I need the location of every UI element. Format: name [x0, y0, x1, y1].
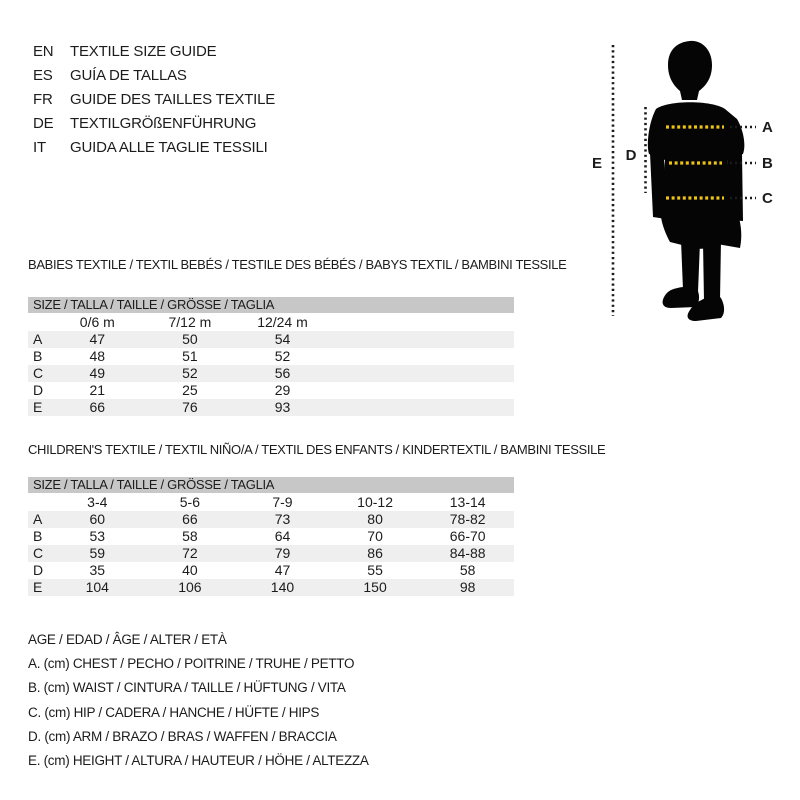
column-header: 7/12 m [168, 314, 212, 330]
column-header: 3-4 [87, 494, 108, 510]
guide-title-de: TEXTILGRÖßENFÜHRUNG [70, 115, 257, 132]
row-label: C [33, 365, 44, 381]
table-cell: 70 [367, 528, 383, 544]
table-cell: 52 [274, 348, 291, 364]
label-d: D [625, 147, 637, 164]
table-row-c [28, 365, 514, 382]
row-label: B [33, 348, 43, 364]
legend-waist: B. (cm) WAIST / CINTURA / TAILLE / HÜFTUNG / VITA [28, 680, 346, 696]
table-cell: 106 [178, 579, 202, 595]
column-header: 0/6 m [79, 314, 115, 330]
table-cell: 35 [89, 562, 106, 578]
row-label: D [33, 562, 44, 578]
table-row-e [28, 399, 514, 416]
language-code: FR [33, 91, 53, 108]
legend-height: E. (cm) HEIGHT / ALTURA / HAUTEUR / HÖHE / ALTEZZA [28, 752, 369, 768]
table-cell: 51 [182, 348, 198, 364]
language-row-es [33, 64, 275, 88]
babies-size-table [28, 297, 514, 416]
table-cell: 25 [182, 382, 198, 398]
language-row-fr [33, 88, 275, 112]
child-silhouette-icon [648, 41, 745, 321]
guide-title-it: GUIDA ALLE TAGLIE TESSILI [70, 139, 268, 156]
row-label: E [33, 579, 43, 595]
language-code: ES [33, 67, 53, 84]
label-a: A [762, 119, 773, 136]
table-cell: 48 [89, 348, 106, 364]
table-row-b [28, 528, 514, 545]
column-header: 13-14 [449, 494, 486, 510]
measurement-legend [28, 628, 369, 773]
table-cell: 52 [182, 365, 198, 381]
table-cell: 76 [182, 399, 198, 415]
legend-chest: A. (cm) CHEST / PECHO / POITRINE / TRUHE / PETTO [28, 656, 355, 672]
table-cell: 86 [367, 545, 383, 561]
table-cell: 64 [274, 528, 291, 544]
row-label: D [33, 382, 44, 398]
table-cell: 66 [182, 511, 198, 527]
table-cell: 98 [459, 579, 476, 595]
table-row-d [28, 562, 514, 579]
language-title-list [33, 40, 275, 160]
label-b: B [762, 155, 773, 172]
row-label: B [33, 528, 43, 544]
table-cell: 80 [367, 511, 383, 527]
babies-section-heading: BABIES TEXTILE / TEXTIL BEBÉS / TESTILE DES BÉBÉS / BABYS TEXTIL / BAMBINI TESSILE [28, 257, 567, 272]
table-cell: 58 [459, 562, 476, 578]
babies-column-header-row [28, 314, 514, 331]
table-cell: 40 [182, 562, 198, 578]
table-row-e [28, 579, 514, 596]
measurement-figure [580, 28, 795, 328]
table-row-a [28, 331, 514, 348]
table-cell: 29 [274, 382, 291, 398]
table-cell: 49 [89, 365, 106, 381]
table-cell: 58 [182, 528, 198, 544]
table-cell: 21 [89, 382, 106, 398]
table-cell: 72 [182, 545, 198, 561]
language-row-de [33, 112, 275, 136]
children-column-header-row [28, 494, 514, 511]
size-header-bar: SIZE / TALLA / TAILLE / GRÖSSE / TAGLIA [28, 297, 514, 313]
language-code: IT [33, 139, 46, 156]
table-cell: 50 [182, 331, 198, 347]
table-cell: 54 [274, 331, 291, 347]
table-cell: 79 [274, 545, 291, 561]
children-section-heading: CHILDREN'S TEXTILE / TEXTIL NIÑO/A / TEXTIL DES ENFANTS / KINDERTEXTIL / BAMBINI TESSILE [28, 442, 606, 457]
row-label: A [33, 331, 43, 347]
row-label: C [33, 545, 44, 561]
legend-arm: D. (cm) ARM / BRAZO / BRAS / WAFFEN / BRACCIA [28, 728, 337, 744]
table-row-c [28, 545, 514, 562]
table-cell: 56 [274, 365, 291, 381]
size-header-bar: SIZE / TALLA / TAILLE / GRÖSSE / TAGLIA [28, 477, 514, 493]
table-row-d [28, 382, 514, 399]
guide-title-fr: GUIDE DES TAILLES TEXTILE [70, 91, 276, 108]
row-label: A [33, 511, 43, 527]
table-cell: 73 [274, 511, 291, 527]
table-cell: 55 [367, 562, 383, 578]
table-cell: 66-70 [449, 528, 486, 544]
row-label: E [33, 399, 43, 415]
table-cell: 78-82 [449, 511, 486, 527]
table-row-b [28, 348, 514, 365]
language-row-it [33, 136, 275, 160]
language-code: DE [33, 115, 54, 132]
table-cell: 66 [89, 399, 106, 415]
children-size-table [28, 477, 514, 596]
column-header: 10-12 [357, 494, 393, 510]
table-cell: 60 [89, 511, 106, 527]
table-cell: 104 [85, 579, 109, 595]
table-cell: 59 [89, 545, 106, 561]
table-cell: 47 [274, 562, 291, 578]
table-cell: 140 [270, 579, 295, 595]
language-row-en [33, 40, 275, 64]
label-e: E [591, 155, 603, 172]
guide-title-es: GUÍA DE TALLAS [70, 67, 187, 84]
legend-age: AGE / EDAD / ÂGE / ALTER / ETÀ [28, 632, 227, 647]
table-cell: 93 [274, 399, 291, 415]
table-cell: 47 [89, 331, 106, 347]
column-header: 7-9 [272, 494, 293, 510]
table-row-a [28, 511, 514, 528]
label-c: C [762, 190, 773, 207]
legend-hip: C. (cm) HIP / CADERA / HANCHE / HÜFTE / HIPS [28, 704, 320, 720]
column-header: 5-6 [179, 494, 200, 510]
table-cell: 84-88 [449, 545, 486, 561]
table-cell: 150 [363, 579, 387, 595]
language-code: EN [33, 43, 54, 60]
table-cell: 53 [89, 528, 106, 544]
guide-title-en: TEXTILE SIZE GUIDE [70, 43, 217, 60]
column-header: 12/24 m [257, 314, 308, 330]
